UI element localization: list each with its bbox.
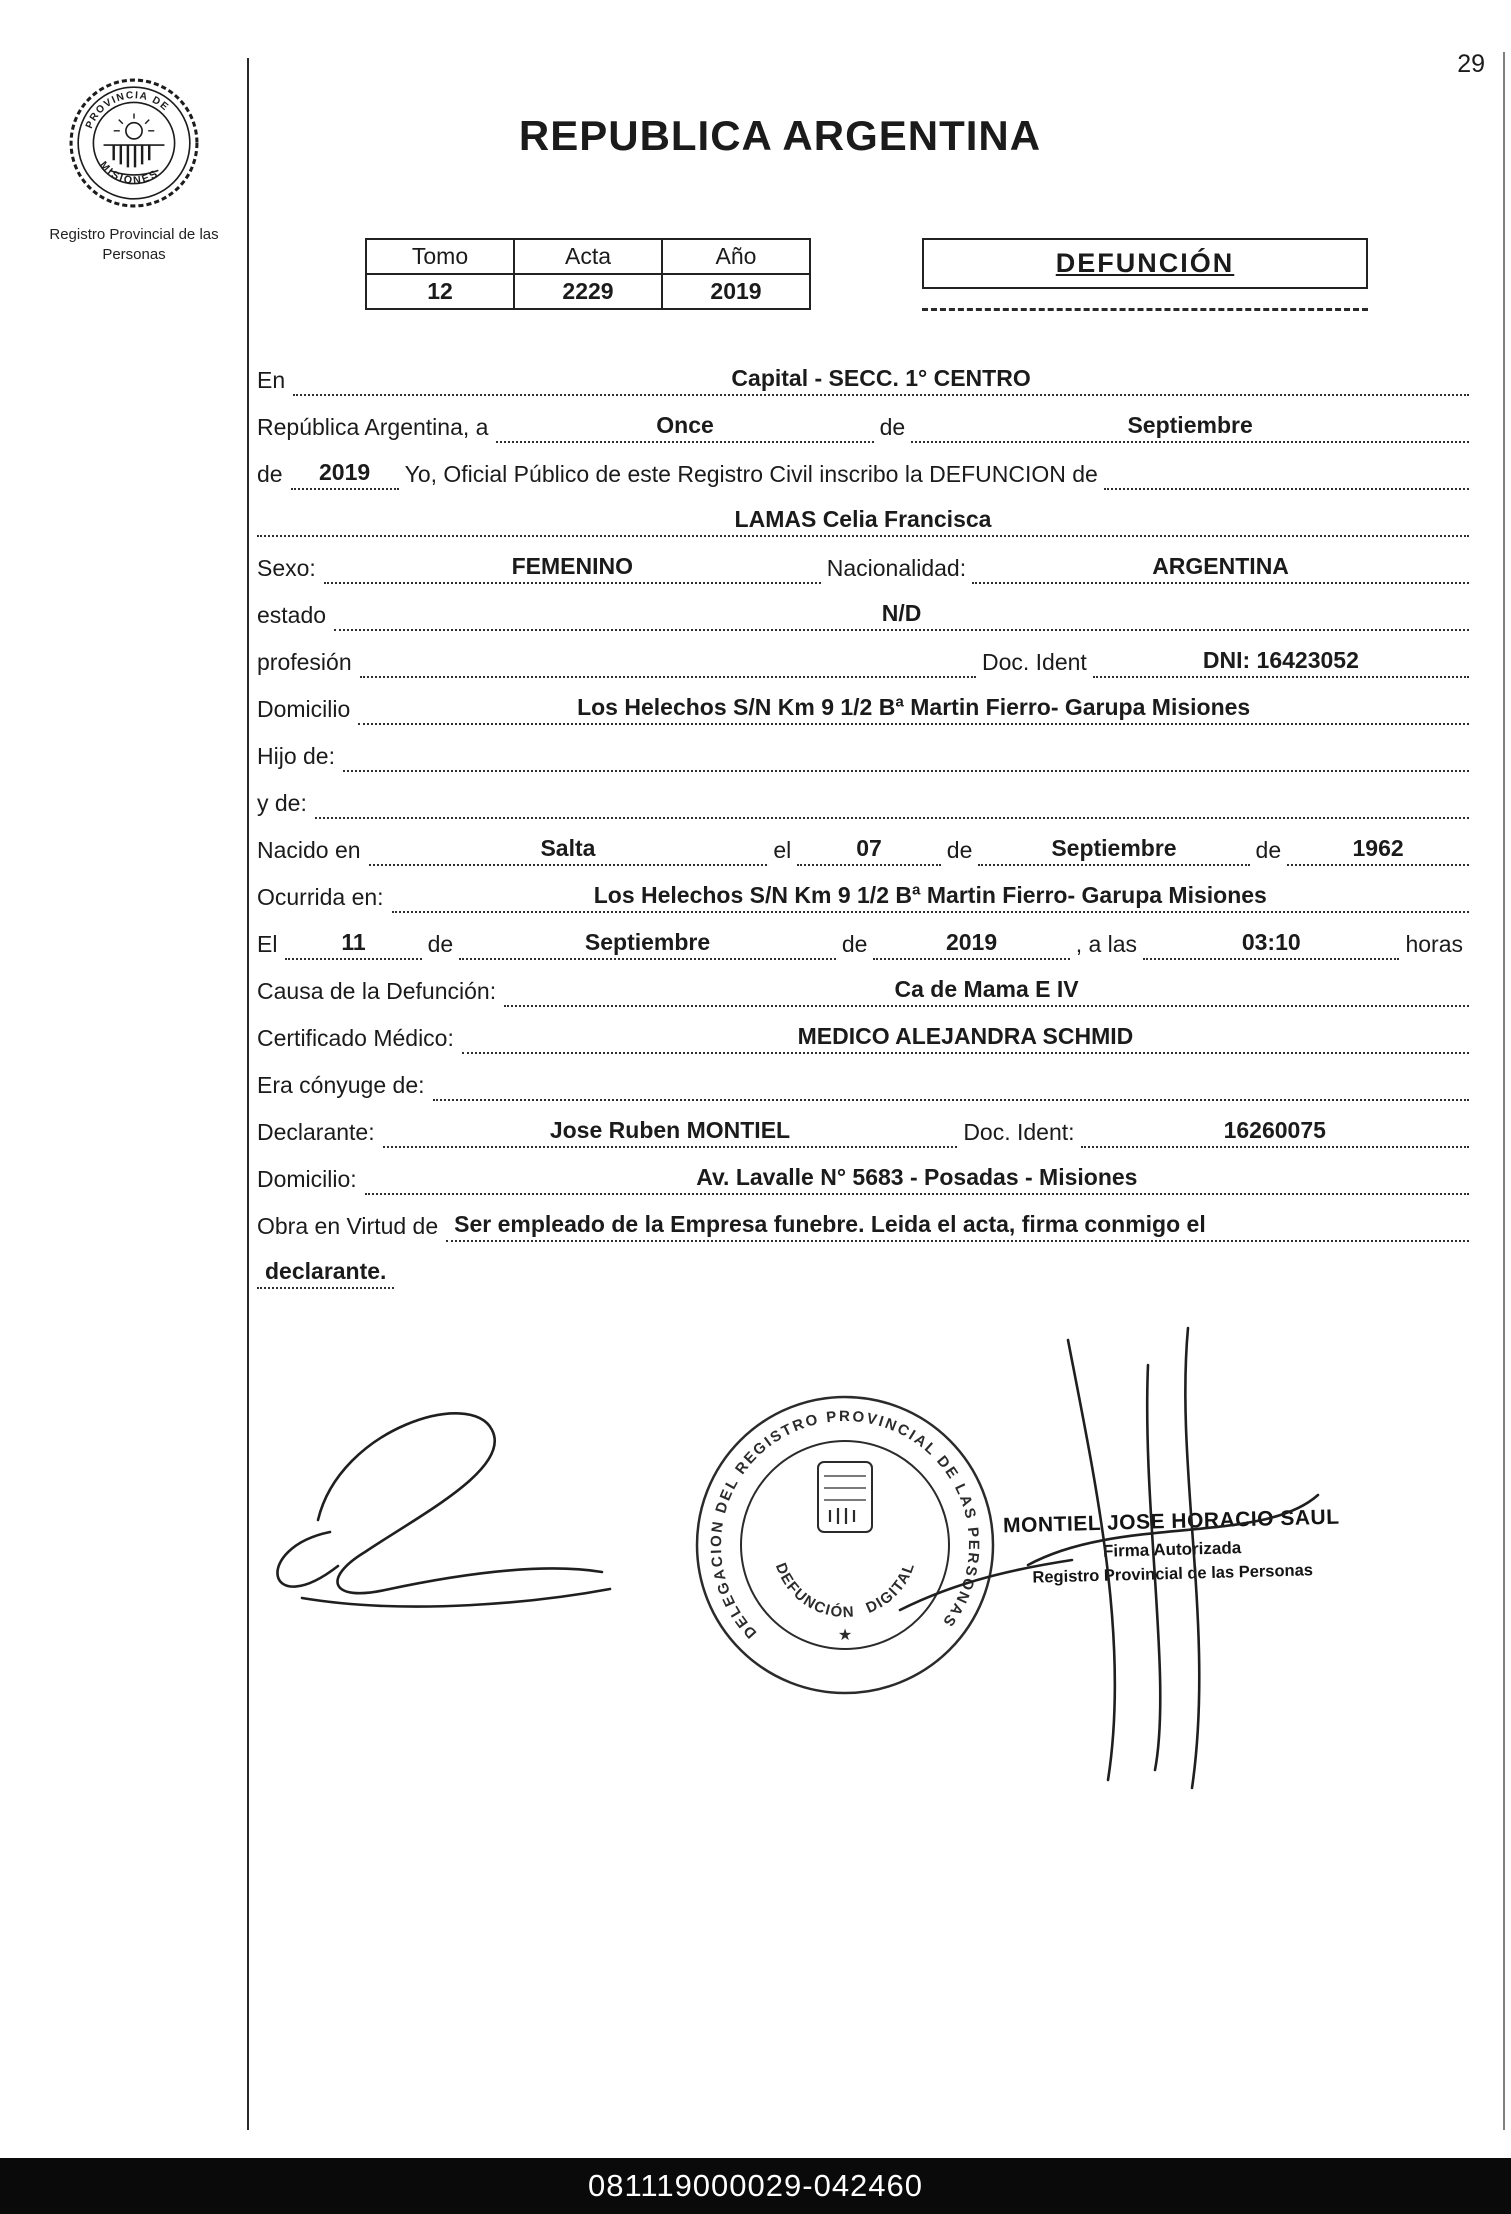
stamp-ring-text: DELEGACION DEL REGISTRO PROVINCIAL DE LAS PERSONAS — [707, 1408, 983, 1642]
tomo-value: 12 — [366, 274, 514, 309]
de-word: de — [879, 414, 906, 440]
domicilio2-label: Domicilio: — [257, 1166, 357, 1192]
profesion-label: profesión — [257, 649, 352, 675]
estado-label: estado — [257, 602, 327, 628]
nacionalidad-label: Nacionalidad: — [826, 555, 967, 581]
row-hijo-de — [257, 738, 1469, 772]
record-type-box: DEFUNCIÓN — [922, 238, 1368, 289]
domicilio2-value: Av. Lavalle N° 5683 - Posadas - Misiones — [365, 1164, 1469, 1195]
document-title: REPUBLICA ARGENTINA — [518, 112, 1042, 159]
stamp-center-emblem — [818, 1462, 872, 1532]
en-label: En — [257, 367, 286, 393]
doc-ident-label: Doc. Ident — [981, 649, 1087, 675]
lugar-defuncion-value: Los Helechos S/N Km 9 1/2 Bª Martin Fierro- Garupa Misiones — [392, 882, 1469, 913]
row-lugar — [257, 362, 1469, 396]
ano-value: 2019 — [662, 274, 810, 309]
conyuge-label: Era cónyuge de: — [257, 1072, 425, 1098]
authorized-signer-name: MONTIEL JOSE HORACIO SAUL — [1002, 1505, 1340, 1538]
de-word: de — [257, 461, 283, 487]
hijo-de-value — [343, 768, 1469, 772]
row-obra-en-virtud — [257, 1208, 1469, 1242]
row-domicilio-declarante — [257, 1161, 1469, 1195]
record-table-value-row — [366, 274, 810, 309]
declarante-label: Declarante: — [257, 1119, 375, 1145]
dia-palabra-value: Once — [496, 412, 873, 443]
scan-edge-line — [1503, 52, 1505, 2130]
el-label: el — [773, 837, 792, 863]
acta-value: 2229 — [514, 274, 662, 309]
de-word: de — [841, 931, 868, 957]
row-conyuge — [257, 1067, 1469, 1101]
obra-value: Ser empleado de la Empresa funebre. Leida el acta, firma conmigo el — [446, 1211, 1469, 1242]
seal-emblem — [104, 114, 165, 175]
doc-ident2-value: 16260075 — [1081, 1117, 1469, 1148]
conyuge-value — [433, 1097, 1469, 1101]
signatures-and-stamp-overlay — [0, 1310, 1511, 1950]
row-obra-continuacion — [257, 1255, 1469, 1289]
doc-ident-value: DNI: 16423052 — [1093, 647, 1469, 678]
authorized-signer-org: Registro Provincial de las Personas — [1032, 1561, 1314, 1587]
seal-caption: Registro Provincial de las Personas — [49, 226, 219, 263]
mes-nacimiento-value: Septiembre — [978, 835, 1249, 866]
domicilio-label: Domicilio — [257, 696, 351, 722]
stamp-star-icon: ★ — [837, 1627, 853, 1644]
stamp-word-digital: DIGITAL — [863, 1559, 919, 1617]
dia-defuncion-value: 11 — [285, 929, 421, 960]
officer-signature — [277, 1413, 610, 1606]
a-las-label: , a las — [1075, 931, 1138, 957]
nacido-en-label: Nacido en — [257, 837, 361, 863]
row-fecha-defuncion — [257, 926, 1469, 960]
lugar-nacimiento-value: Salta — [369, 835, 768, 866]
left-margin-divider — [247, 58, 249, 2130]
sexo-label: Sexo: — [257, 555, 316, 581]
ano-acta-value: 2019 — [291, 459, 399, 490]
domicilio-value: Los Helechos S/N Km 9 1/2 Bª Martin Fierro- Garupa Misiones — [358, 694, 1469, 725]
misiones-provincial-seal-icon — [67, 76, 201, 210]
ano-header: Año — [662, 239, 810, 274]
defuncion-form — [257, 362, 1469, 1302]
dia-nacimiento-value: 07 — [797, 835, 941, 866]
record-type-dashes — [922, 308, 1368, 311]
deceased-name-value: LAMAS Celia Francisca — [257, 506, 1469, 537]
row-lugar-defuncion — [257, 879, 1469, 913]
trailing-fill — [1104, 486, 1469, 490]
obra-value-2: declarante. — [257, 1258, 394, 1289]
stamp-word-defuncion: DEFUNCIÓN — [771, 1560, 856, 1622]
tomo-header: Tomo — [366, 239, 514, 274]
registry-round-stamp — [697, 1397, 993, 1693]
ocurrida-en-label: Ocurrida en: — [257, 884, 384, 910]
ano-nacimiento-value: 1962 — [1287, 835, 1469, 866]
svg-text:DELEGACION DEL REGISTRO PROVIN — [708, 1408, 982, 1642]
ano-defuncion-value: 2019 — [873, 929, 1069, 960]
authorized-signer-role: Firma Autorizada — [1102, 1538, 1242, 1561]
row-declarante — [257, 1114, 1469, 1148]
causa-value: Ca de Mama E IV — [504, 976, 1469, 1007]
row-y-de — [257, 785, 1469, 819]
de-word: de — [427, 931, 454, 957]
footer-code: 081119000029-042460 — [587, 2168, 924, 2203]
svg-text:DIGITAL — [863, 1560, 918, 1617]
y-de-label: y de: — [257, 790, 307, 816]
record-table-header-row — [366, 239, 810, 274]
seal-top-text: PROVINCIA DE — [83, 90, 171, 131]
hijo-de-label: Hijo de: — [257, 743, 335, 769]
row-estado — [257, 597, 1469, 631]
profesion-value — [360, 674, 976, 678]
doc-ident2-label: Doc. Ident: — [963, 1119, 1075, 1145]
seal-bottom-text: MISIONES — [97, 159, 162, 187]
svg-text:DEFUNCIÓN — [772, 1561, 856, 1622]
row-fecha-acta — [257, 409, 1469, 443]
row-profesion-doc — [257, 644, 1469, 678]
obra-label: Obra en Virtud de — [257, 1213, 439, 1239]
inscribe-text: Yo, Oficial Público de este Registro Civil inscribo la DEFUNCION de — [404, 461, 1098, 487]
nacionalidad-value: ARGENTINA — [972, 553, 1469, 584]
certificado-value: MEDICO ALEJANDRA SCHMID — [462, 1023, 1469, 1054]
footer-bar — [0, 2158, 1511, 2214]
republica-label: República Argentina, a — [257, 414, 489, 440]
estado-value: N/D — [334, 600, 1469, 631]
mes-defuncion-value: Septiembre — [459, 929, 836, 960]
el2-label: El — [257, 931, 278, 957]
provincial-seal-block — [46, 76, 222, 264]
authorization-stamp — [991, 1505, 1353, 1588]
y-de-value — [315, 815, 1469, 819]
acta-header: Acta — [514, 239, 662, 274]
causa-label: Causa de la Defunción: — [257, 978, 497, 1004]
row-inscripcion — [257, 456, 1469, 490]
row-nacimiento — [257, 832, 1469, 866]
row-causa — [257, 973, 1469, 1007]
row-certificado — [257, 1020, 1469, 1054]
sexo-value: FEMENINO — [324, 553, 821, 584]
de-word: de — [1255, 837, 1282, 863]
certificado-label: Certificado Médico: — [257, 1025, 454, 1051]
row-sexo-nacionalidad — [257, 550, 1469, 584]
horas-label: horas — [1405, 931, 1463, 957]
page-number: 29 — [1457, 50, 1485, 78]
lugar-value: Capital - SECC. 1° CENTRO — [293, 365, 1469, 396]
record-reference-table — [365, 238, 811, 310]
row-domicilio-fallecido — [257, 691, 1469, 725]
de-word: de — [946, 837, 973, 863]
row-nombre-fallecido — [257, 503, 1469, 537]
declarante-value: Jose Ruben MONTIEL — [383, 1117, 958, 1148]
hora-defuncion-value: 03:10 — [1143, 929, 1399, 960]
mes-value: Septiembre — [911, 412, 1469, 443]
